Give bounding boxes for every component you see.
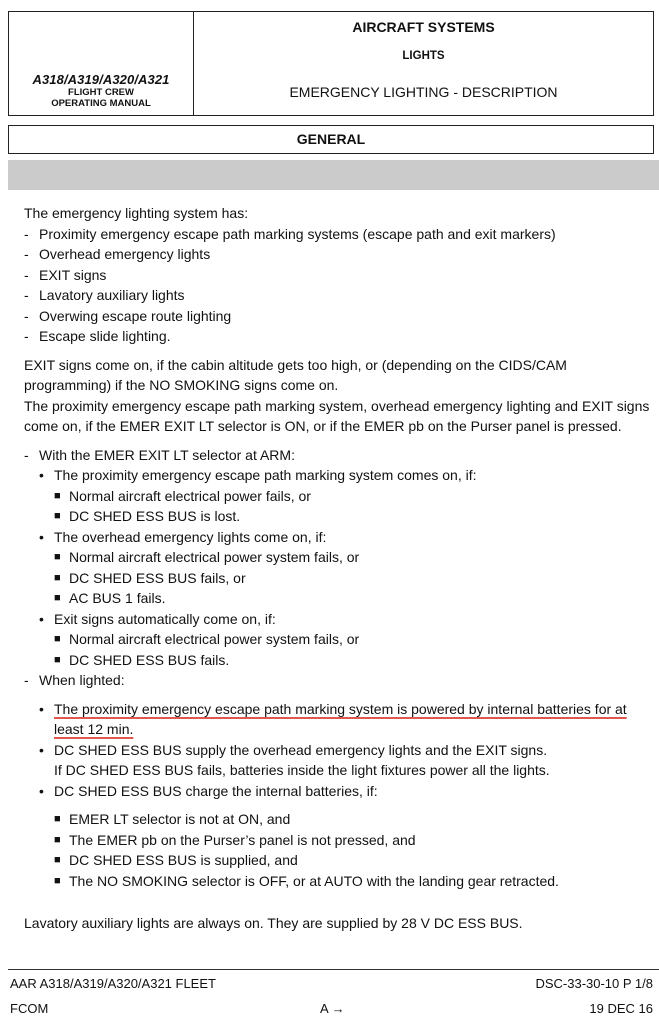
exit-signs-text-1: EXIT signs come on, if the cabin altitude gets too high, or (depending on the CIDS/CAM bbox=[24, 356, 567, 373]
arm-condition: ■ Normal aircraft electrical power fails, or bbox=[24, 486, 656, 507]
aircraft-models: A318/A319/A320/A321 bbox=[32, 72, 170, 87]
footer-doc: FCOM bbox=[10, 1001, 49, 1016]
arm-group-label: • The overhead emergency lights come on, if: bbox=[24, 527, 656, 548]
intro-text: The emergency lighting system has: bbox=[24, 205, 249, 221]
arm-heading: - With the EMER EXIT LT selector at ARM: bbox=[24, 445, 656, 466]
page-header bbox=[8, 11, 654, 116]
arm-condition: ■ DC SHED ESS BUS is lost. bbox=[24, 506, 656, 527]
component-item: - Lavatory auxiliary lights bbox=[24, 285, 656, 306]
manual-id-box bbox=[9, 12, 194, 115]
supply-text-2: If DC SHED ESS BUS fails, batteries inside the light fixtures power all the lights. bbox=[54, 762, 550, 778]
proximity-text-2: come on, if the EMER EXIT LT selector is ON, or if the EMER pb on the Purser panel is pressed. bbox=[24, 418, 622, 434]
component-item: - Overwing escape route lighting bbox=[24, 306, 656, 327]
title-box bbox=[194, 12, 653, 115]
charge-condition: ■ The EMER pb on the Purser’s panel is not pressed, and bbox=[24, 830, 656, 851]
arm-condition: ■ DC SHED ESS BUS fails, or bbox=[24, 568, 656, 589]
arm-condition: ■ AC BUS 1 fails. bbox=[24, 588, 656, 609]
arm-condition: ■ DC SHED ESS BUS fails. bbox=[24, 650, 656, 671]
footer-page-ref: DSC-33-30-10 P 1/8 bbox=[535, 976, 653, 991]
footer-fleet: AAR A318/A319/A320/A321 FLEET bbox=[10, 976, 216, 991]
charge-condition: ■ EMER LT selector is not at ON, and bbox=[24, 809, 656, 830]
lighted-heading: - When lighted: bbox=[24, 670, 656, 691]
battery-duration-text bbox=[24, 699, 656, 720]
footer-date: 19 DEC 16 bbox=[589, 1001, 653, 1016]
charge-condition: ■ The NO SMOKING selector is OFF, or at AUTO with the landing gear retracted. bbox=[24, 871, 656, 892]
arm-condition: ■ Normal aircraft electrical power system fails, or bbox=[24, 547, 656, 568]
highlighted-battery-line1: The proximity emergency escape path marking system is powered by internal batteries for at bbox=[54, 700, 627, 717]
supply-text-1: • DC SHED ESS BUS supply the overhead emergency lights and the EXIT signs. bbox=[24, 740, 656, 761]
arm-group-label: • The proximity emergency escape path marking system comes on, if: bbox=[24, 465, 656, 486]
exit-signs-text-2: programming) if the NO SMOKING signs come on. bbox=[24, 377, 339, 393]
component-item: - EXIT signs bbox=[24, 265, 656, 286]
component-item: - Overhead emergency lights bbox=[24, 244, 656, 265]
gray-band bbox=[8, 160, 659, 190]
arm-group-label: • Exit signs automatically come on, if: bbox=[24, 609, 656, 630]
lavatory-text: Lavatory auxiliary lights are always on. They are supplied by 28 V DC ESS BUS. bbox=[24, 915, 523, 931]
footer-effectivity: A → bbox=[320, 1001, 345, 1016]
battery-duration-cont bbox=[24, 719, 656, 740]
arm-condition: ■ Normal aircraft electrical power system fails, or bbox=[24, 629, 656, 650]
section-title: EMERGENCY LIGHTING - DESCRIPTION bbox=[289, 84, 558, 100]
component-item: - Proximity emergency escape path marking systems (escape path and exit markers) bbox=[24, 224, 656, 245]
system-title: AIRCRAFT SYSTEMS bbox=[352, 19, 495, 35]
proximity-text-1: The proximity emergency escape path marking system, overhead emergency lighting and EXIT signs bbox=[24, 397, 650, 414]
component-item: - Escape slide lighting. bbox=[24, 326, 656, 347]
chapter-title: LIGHTS bbox=[402, 50, 445, 62]
highlighted-battery-line2: least 12 min. bbox=[54, 721, 134, 737]
footer-divider bbox=[8, 969, 659, 970]
charge-label: • DC SHED ESS BUS charge the internal batteries, if: bbox=[24, 781, 656, 802]
charge-condition: ■ DC SHED ESS BUS is supplied, and bbox=[24, 850, 656, 871]
manual-name-line1: FLIGHT CREW bbox=[68, 87, 134, 98]
general-heading: GENERAL bbox=[8, 125, 654, 154]
manual-name-line2: OPERATING MANUAL bbox=[51, 98, 151, 109]
document-body bbox=[24, 203, 656, 934]
